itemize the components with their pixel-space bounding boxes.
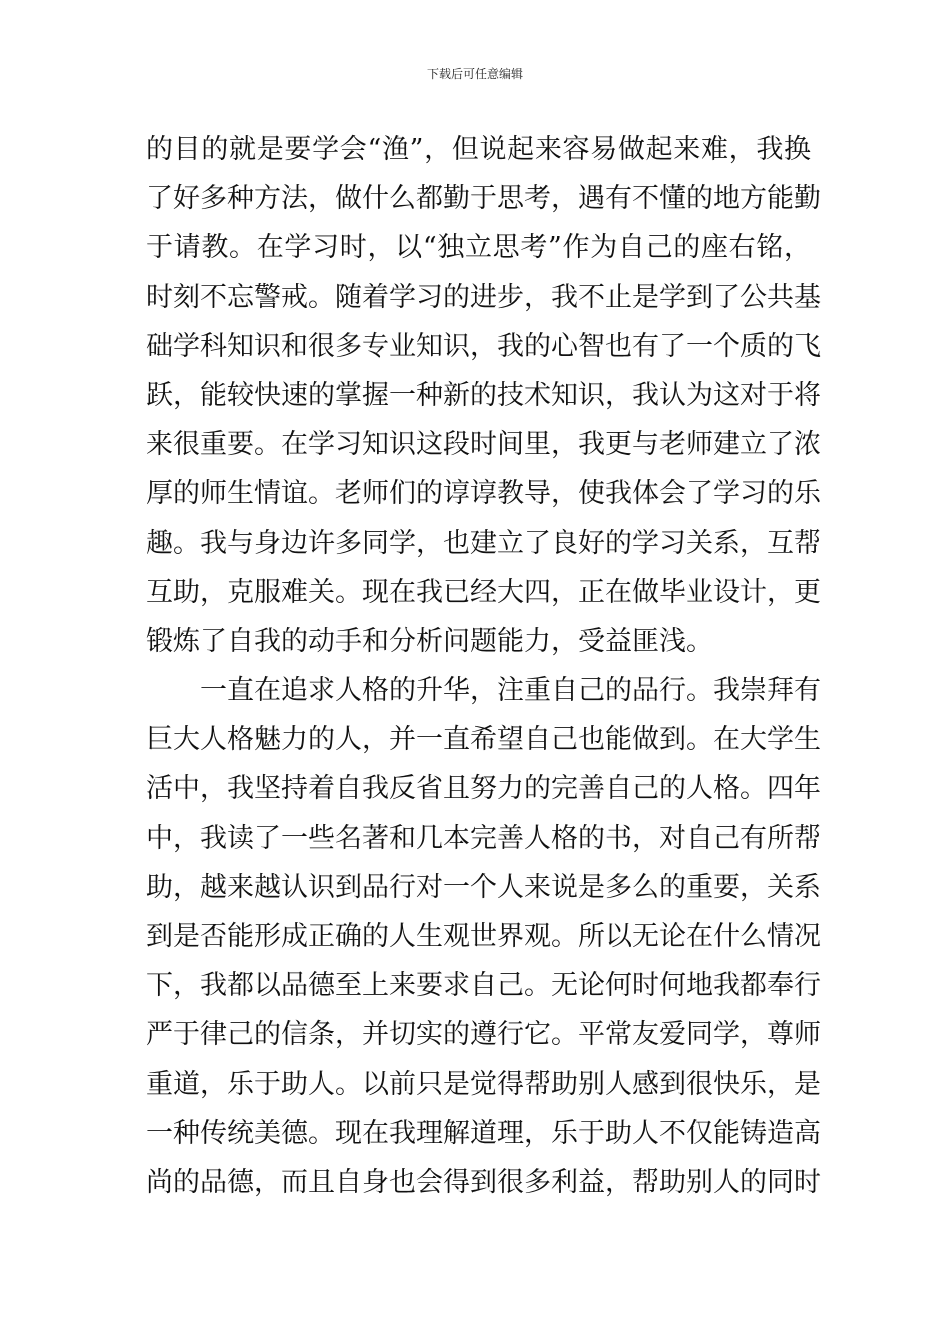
text-line: 厚的师生情谊。老师们的谆谆教导，使我体会了学习的乐 (146, 478, 821, 510)
page-header-note: 下载后可任意编辑 (426, 67, 523, 81)
text-line: 础学科知识和很多专业知识，我的心智也有了一个质的飞 (146, 330, 821, 362)
text-line: 锻炼了自我的动手和分析问题能力，受益匪浅。 (146, 625, 713, 657)
text-line: 活中，我坚持着自我反省且努力的完善自己的人格。四年 (146, 773, 821, 805)
paragraph-1 (146, 125, 821, 666)
text-line: 来很重要。在学习知识这段时间里，我更与老师建立了浓 (146, 429, 821, 461)
text-line: 趣。我与身边许多同学，也建立了良好的学习关系，互帮 (146, 527, 821, 559)
text-line: 中，我读了一些名著和几本完善人格的书，对自己有所帮 (146, 822, 821, 854)
text-line: 于请教。在学习时，以“独立思考”作为自己的座右铭， (146, 232, 811, 264)
text-line: 严于律己的信条，并切实的遵行它。平常友爱同学，尊师 (146, 1019, 821, 1051)
text-line: 一直在追求人格的升华，注重自己的品行。我崇拜有 (146, 675, 821, 707)
text-line: 助，越来越认识到品行对一个人来说是多么的重要，关系 (146, 871, 821, 903)
text-line: 了好多种方法，做什么都勤于思考，遇有不懂的地方能勤 (146, 183, 821, 215)
text-line: 互助，克服难关。现在我已经大四，正在做毕业设计，更 (146, 576, 821, 608)
text-line: 到是否能形成正确的人生观世界观。所以无论在什么情况 (146, 921, 821, 952)
text-line: 的目的就是要学会“渔”，但说起来容易做起来难，我换 (146, 134, 811, 165)
text-line: 下，我都以品德至上来要求自己。无论何时何地我都奉行 (146, 970, 821, 1002)
text-line: 时刻不忘警戒。随着学习的进步，我不止是学到了公共基 (146, 281, 821, 313)
text-line: 重道，乐于助人。以前只是觉得帮助别人感到很快乐，是 (146, 1068, 821, 1100)
document-body (146, 125, 821, 1207)
paragraph-2 (146, 666, 821, 1207)
text-line: 巨大人格魅力的人，并一直希望自己也能做到。在大学生 (146, 724, 821, 756)
text-line: 一种传统美德。现在我理解道理，乐于助人不仅能铸造高 (146, 1117, 821, 1149)
text-line: 跃，能较快速的掌握一种新的技术知识，我认为这对于将 (146, 379, 821, 411)
text-line: 尚的品德，而且自身也会得到很多利益，帮助别人的同时 (146, 1166, 821, 1198)
